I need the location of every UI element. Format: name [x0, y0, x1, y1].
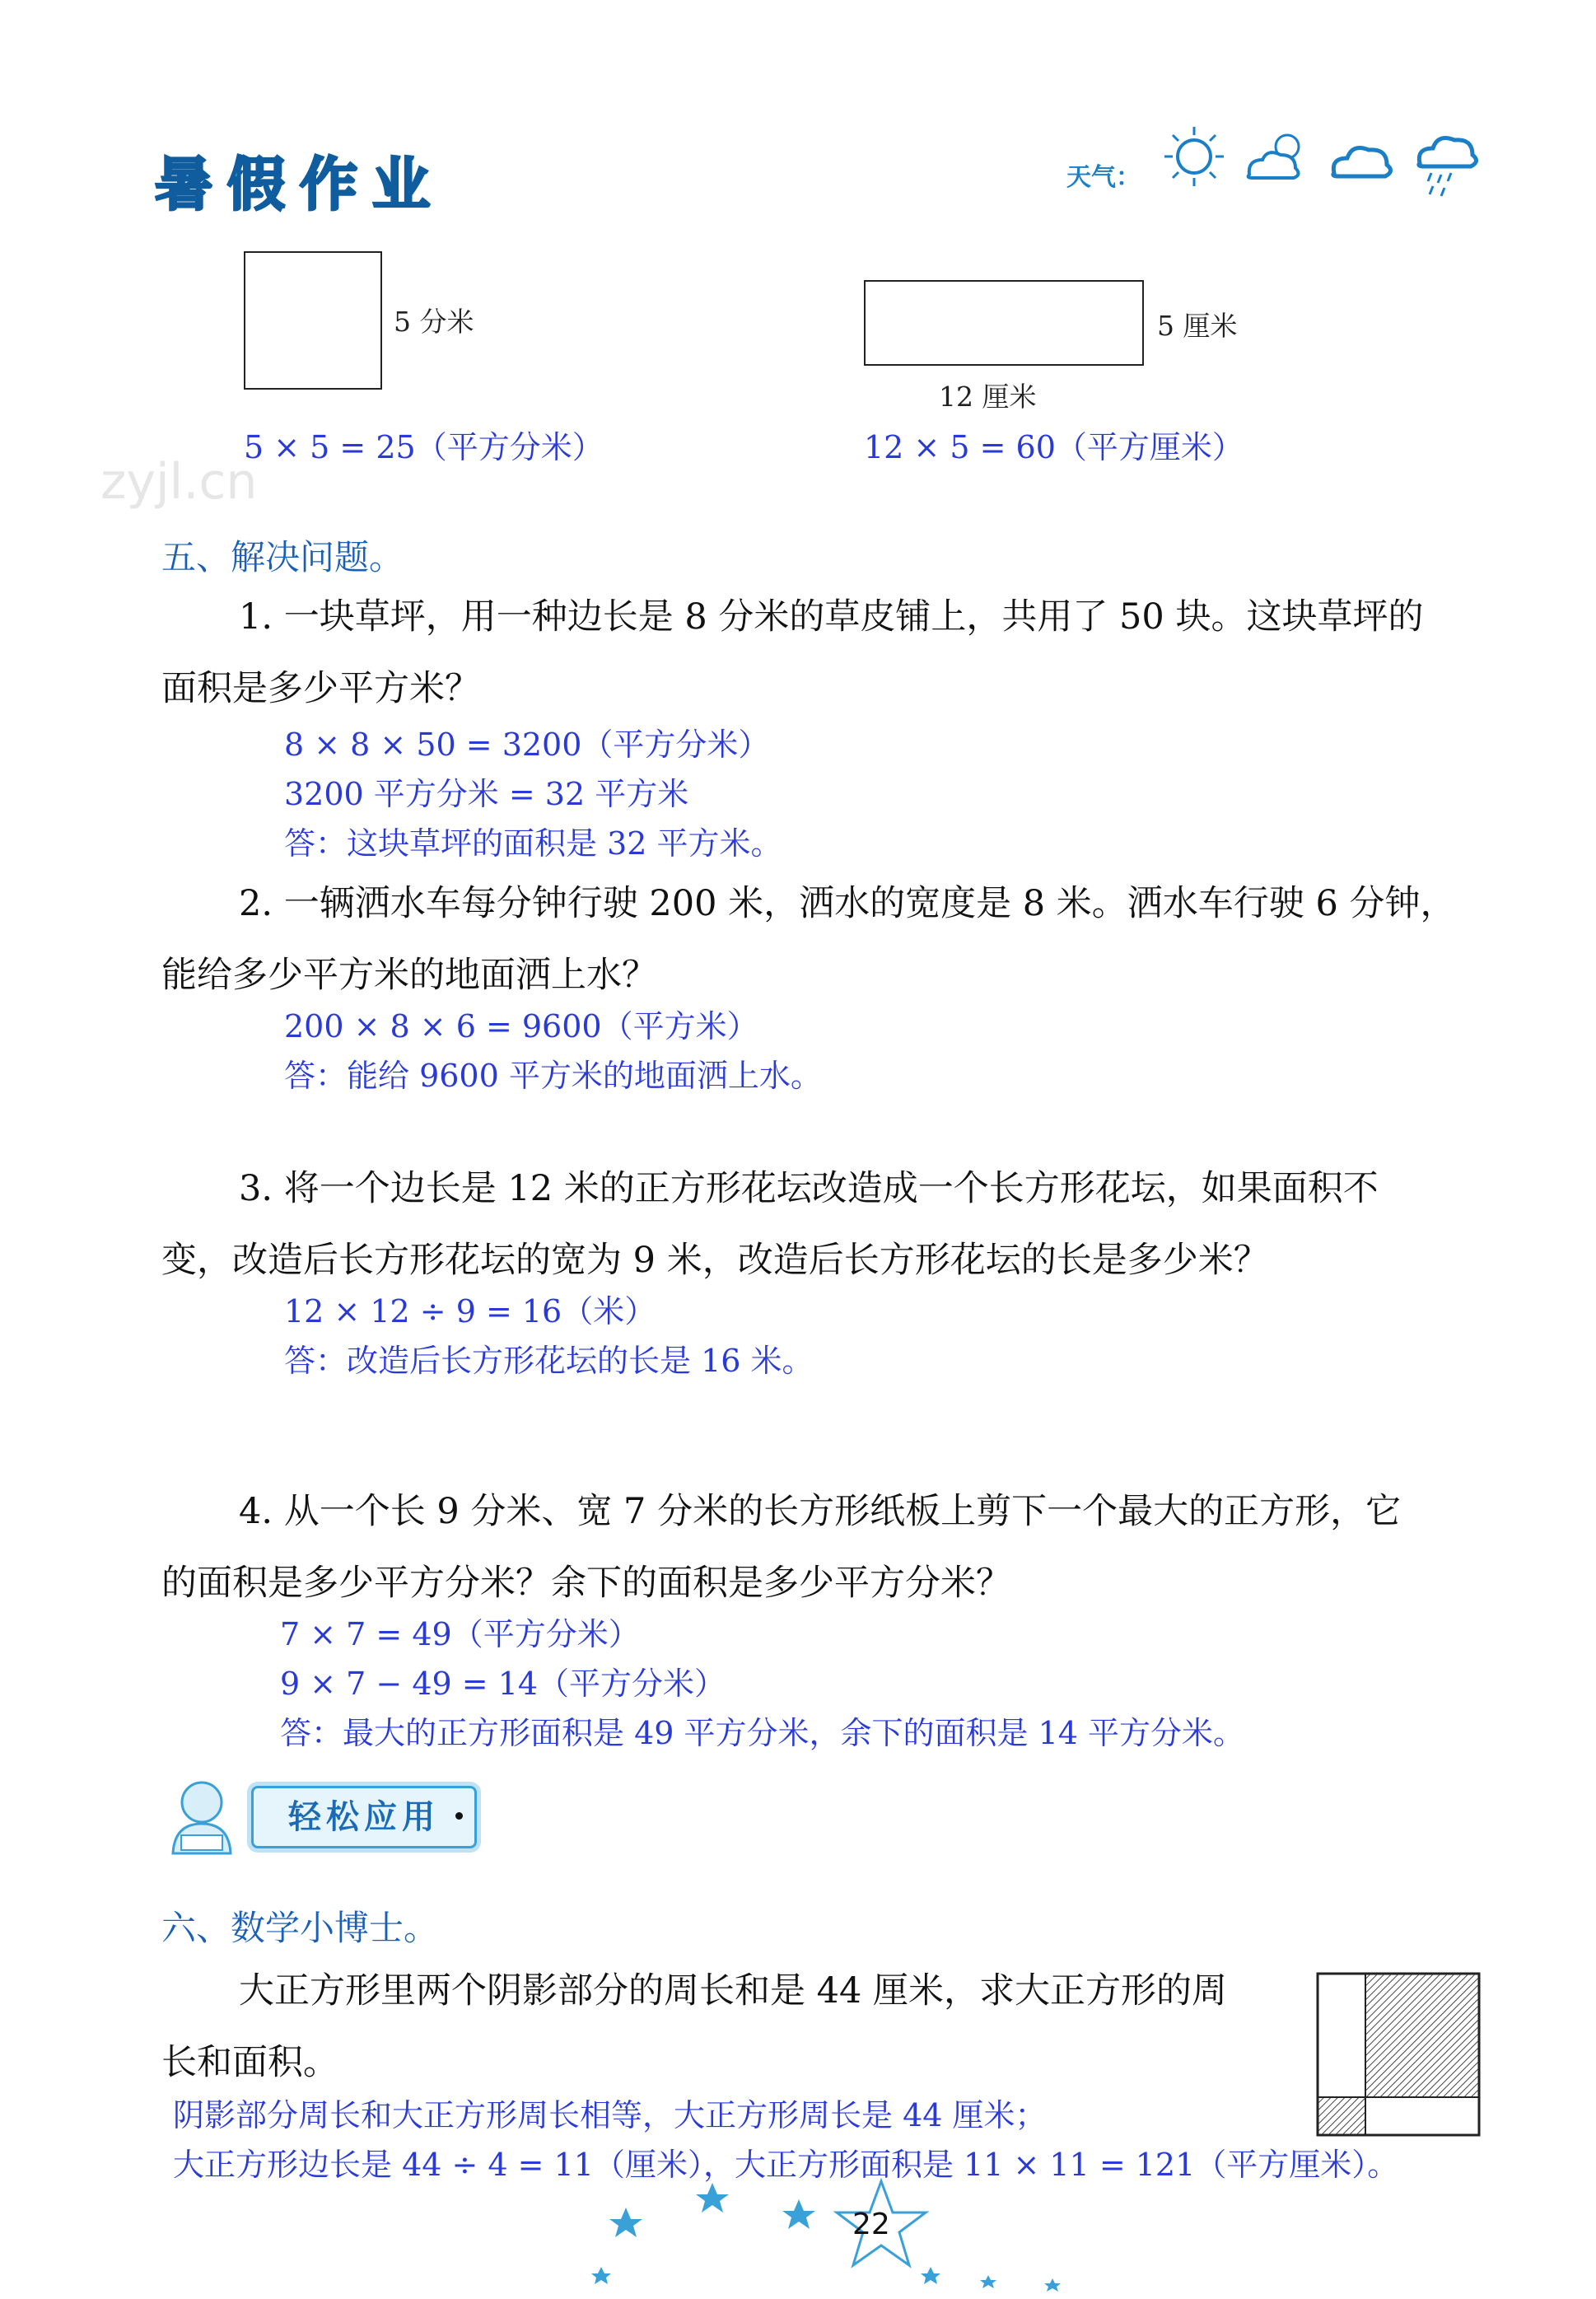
section-6-answer-line2: 大正方形边长是 44 ÷ 4 = 11（厘米），大正方形面积是 11 × 11 = 121（平方厘米）。	[173, 2147, 1399, 2183]
decorative-stars	[576, 2175, 1104, 2298]
weather-label: 天气：	[1066, 163, 1141, 192]
question-3-line1: 3. 将一个边长是 12 米的正方形花坛改造成一个长方形花坛，如果面积不	[239, 1168, 1379, 1209]
mascot-icon	[156, 1771, 247, 1862]
partly-cloudy-icon	[1239, 124, 1314, 189]
answer-2-line2: 答：能给 9600 平方米的地面洒上水。	[284, 1058, 822, 1094]
section-6-question-line2: 长和面积。	[161, 2042, 338, 2083]
page-number: 22	[852, 2208, 890, 2241]
question-2-line1: 2. 一辆洒水车每分钟行驶 200 米，洒水的宽度是 8 米。洒水车行驶 6 分钟，	[239, 883, 1456, 924]
question-4-line2: 的面积是多少平方分米？余下的面积是多少平方分米？	[161, 1563, 1011, 1604]
answer-1-line3: 答：这块草坪的面积是 32 平方米。	[284, 825, 782, 862]
badge-bullet	[455, 1812, 463, 1820]
answer-1-line2: 3200 平方分米 = 32 平方米	[284, 776, 689, 812]
question-1-line2: 面积是多少平方米？	[161, 668, 480, 709]
app-badge: 轻松应用	[251, 1786, 477, 1848]
square-formula: 5 × 5 = 25（平方分米）	[244, 429, 604, 465]
banner-title: 暑假作业	[155, 151, 445, 218]
answer-3-line2: 答：改造后长方形花坛的长是 16 米。	[284, 1343, 814, 1379]
section-6-question-line1: 大正方形里两个阴影部分的周长和是 44 厘米，求大正方形的周	[239, 1970, 1228, 2012]
answer-4-line1: 7 × 7 = 49（平方分米）	[280, 1616, 640, 1652]
question-3-line2: 变，改造后长方形花坛的宽为 9 米，改造后长方形花坛的长是多少米？	[161, 1240, 1269, 1281]
section-5-title: 五、解决问题。	[161, 537, 404, 577]
question-1-line1: 1. 一块草坪，用一种边长是 8 分米的草皮铺上，共用了 50 块。这块草坪的	[239, 596, 1424, 638]
rain-icon	[1408, 124, 1482, 202]
rectangle-formula: 12 × 5 = 60（平方厘米）	[864, 429, 1244, 465]
answer-2-line1: 200 × 8 × 6 = 9600（平方米）	[284, 1008, 758, 1044]
watermark: zyjl.cn	[100, 453, 258, 511]
rectangle-side-label: 5 厘米	[1157, 310, 1238, 342]
section-6-title: 六、数学小博士。	[161, 1908, 439, 1948]
section-6-answer-line1: 阴影部分周长和大正方形周长相等，大正方形周长是 44 厘米；	[173, 2097, 1047, 2133]
answer-1-line1: 8 × 8 × 50 = 3200（平方分米）	[284, 727, 770, 763]
square-side-label: 5 分米	[394, 306, 474, 338]
shaded-square-diagram	[1316, 1972, 1481, 2137]
sun-icon	[1161, 124, 1227, 189]
question-2-line2: 能给多少平方米的地面洒上水？	[161, 955, 657, 996]
rectangle-figure	[864, 280, 1144, 366]
rectangle-bottom-label: 12 厘米	[939, 381, 1037, 413]
cloud-icon	[1326, 124, 1400, 189]
answer-4-line3: 答：最大的正方形面积是 49 平方分米，余下的面积是 14 平方分米。	[280, 1715, 1245, 1751]
answer-4-line2: 9 × 7 − 49 = 14（平方分米）	[280, 1666, 726, 1702]
square-figure	[244, 251, 382, 390]
answer-3-line1: 12 × 12 ÷ 9 = 16（米）	[284, 1293, 656, 1329]
question-4-line1: 4. 从一个长 9 分米、宽 7 分米的长方形纸板上剪下一个最大的正方形，它	[239, 1491, 1402, 1532]
